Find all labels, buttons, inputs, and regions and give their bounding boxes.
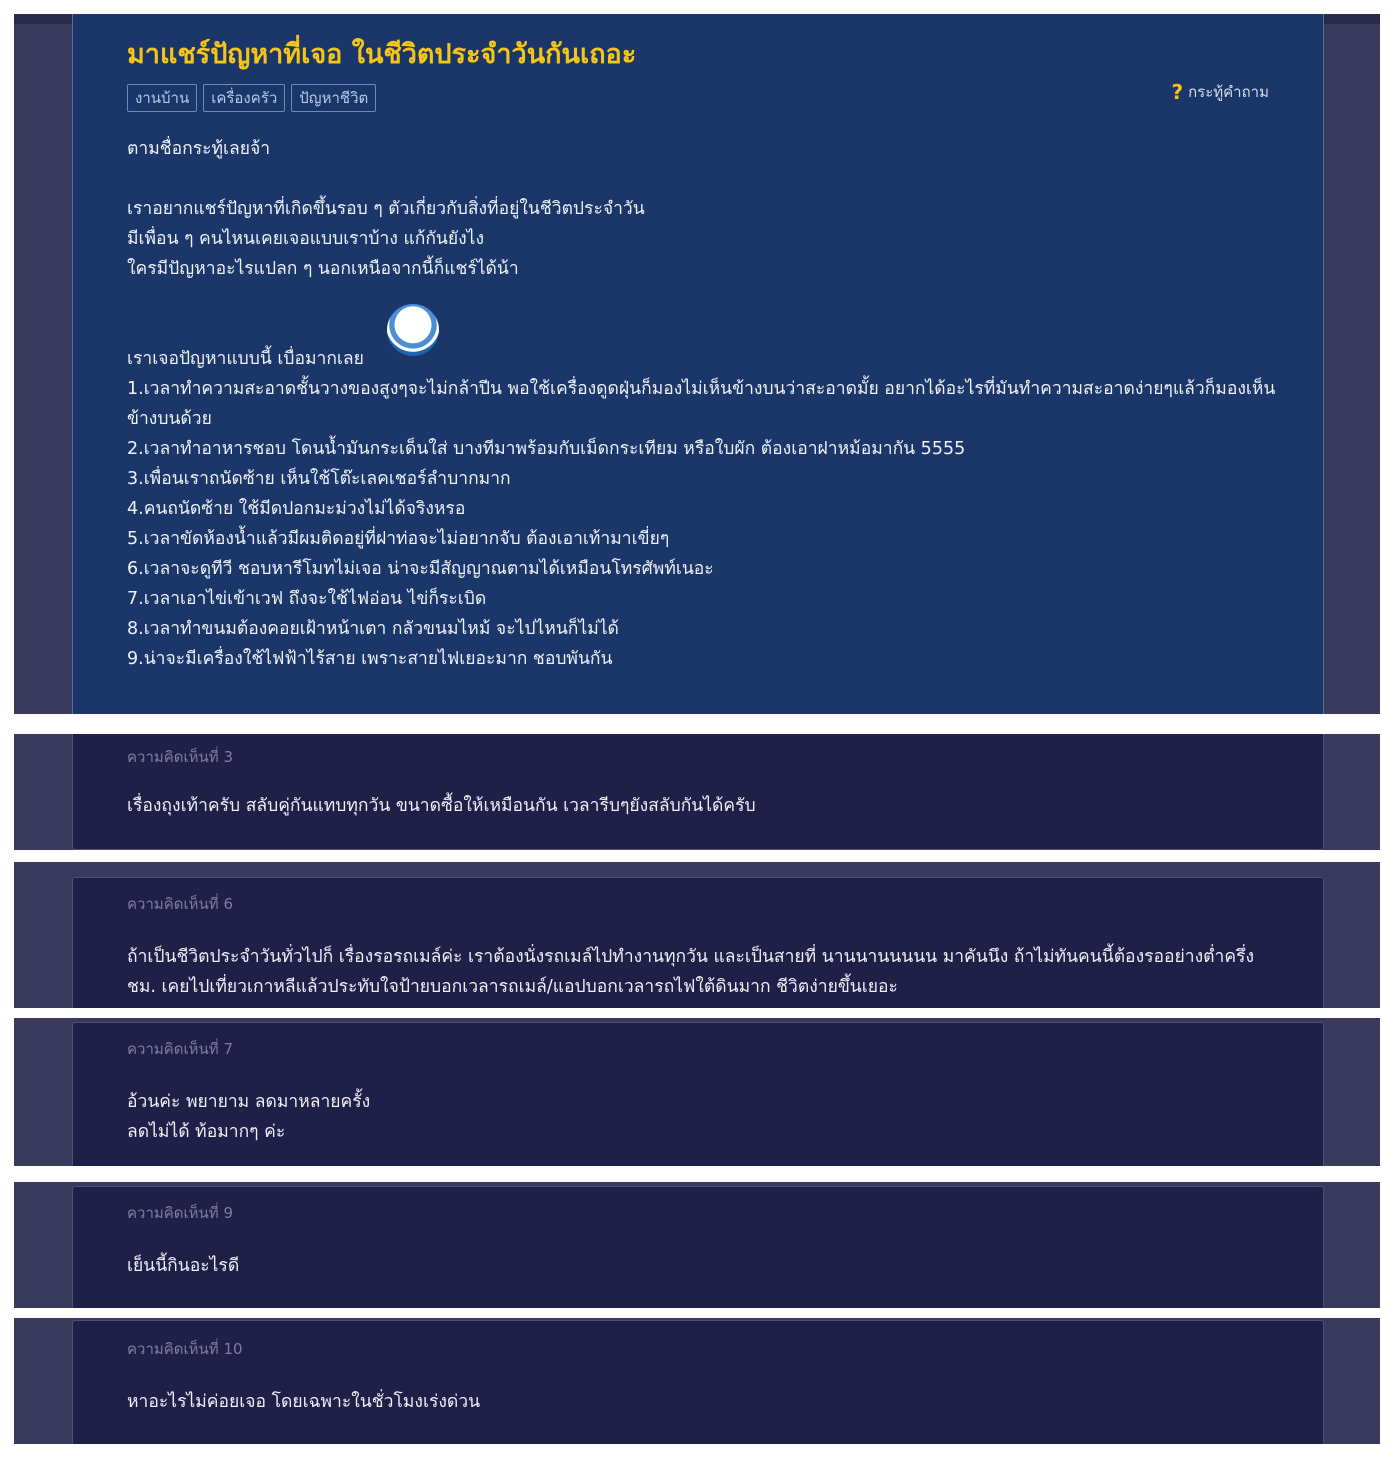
comment-body bbox=[127, 1387, 1277, 1417]
comment-line: อ้วนค่ะ พยายาม ลดมาหลายครั้ง bbox=[127, 1092, 371, 1112]
body-line: เราอยากแชร์ปัญหาที่เกิดขึ้นรอบ ๆ ตัวเกี่ยวกับสิ่งที่อยู่ในชีวิตประจำวัน bbox=[127, 199, 645, 219]
topic-title: มาแชร์ปัญหาที่เจอ ในชีวิตประจำวันกันเถอะ bbox=[127, 39, 637, 70]
pantip-emoticon-icon bbox=[387, 304, 439, 356]
body-line-text: เราเจอปัญหาแบบนี้ เบื่อมากเลย bbox=[127, 349, 364, 369]
body-line: 7.เวลาเอาไข่เข้าเวฟ ถึงจะใช้ไฟอ่อน ไข่ก็ระเบิด bbox=[127, 589, 487, 609]
body-line: 8.เวลาทำขนมต้องคอยเฝ้าหน้าเตา กลัวขนมไหม้ จะไปไหนก็ไม่ได้ bbox=[127, 619, 619, 639]
comment-body bbox=[127, 1251, 1277, 1281]
comment-number: ความคิดเห็นที่ 7 bbox=[127, 1040, 234, 1058]
comment-line: เรื่องถุงเท้าครับ สลับคู่กันแทบทุกวัน ขนาดซื้อให้เหมือนกัน เวลารีบๆยังสลับกันได้ครับ bbox=[127, 796, 756, 816]
body-line bbox=[127, 284, 1277, 314]
tag-list bbox=[127, 84, 376, 112]
comment-number: ความคิดเห็นที่ 9 bbox=[127, 1204, 234, 1222]
comment-line: หาอะไรไม่ค่อยเจอ โดยเฉพาะในชั่วโมงเร่งด่วน bbox=[127, 1392, 481, 1412]
comment-number: ความคิดเห็นที่ 6 bbox=[127, 895, 234, 913]
body-line: มีเพื่อน ๆ คนไหนเคยเจอแบบเราบ้าง แก้กันยังไง bbox=[127, 229, 485, 249]
body-line bbox=[127, 314, 1277, 344]
topic-panel bbox=[14, 14, 1380, 714]
tag-link[interactable]: งานบ้าน bbox=[127, 84, 197, 112]
body-line: 4.คนถนัดซ้าย ใช้มีดปอกมะม่วงไม่ได้จริงหรอ bbox=[127, 499, 466, 519]
body-line: 9.น่าจะมีเครื่องใช้ไฟฟ้าไร้สาย เพราะสายไฟเยอะมาก ชอบพันกัน bbox=[127, 649, 613, 669]
comment-body bbox=[127, 1087, 1277, 1147]
comment-box bbox=[72, 1320, 1324, 1444]
comment-line: เย็นนี้กินอะไรดี bbox=[127, 1256, 240, 1276]
body-line: ใครมีปัญหาอะไรแปลก ๆ นอกเหนือจากนี้ก็แชร์ได้น้า bbox=[127, 259, 519, 279]
comment-panel bbox=[14, 734, 1380, 850]
comment-body bbox=[127, 942, 1277, 1002]
body-line: 6.เวลาจะดูทีวี ชอบหารีโมทไม่เจอ น่าจะมีสัญญาณตามได้เหมือนโทรศัพท์เนอะ bbox=[127, 559, 714, 579]
body-line: 1.เวลาทำความสะอาดชั้นวางของสูงๆจะไม่กล้าปีน พอใช้เครื่องดูดฝุ่นก็มองไม่เห็นข้างบนว่าสะอาดมั้ย อยากได้อะไรที่มันทำความสะอาดง่ายๆแล้วก็มองเห็นข้างบนด้วย bbox=[127, 379, 1276, 429]
comment-box bbox=[72, 877, 1324, 1008]
body-line: 2.เวลาทำอาหารชอบ โดนน้ำมันกระเด็นใส่ บางทีมาพร้อมกับเม็ดกระเทียม หรือใบผัก ต้องเอาฝาหม้อมากัน 5555 bbox=[127, 439, 966, 459]
comment-number: ความคิดเห็นที่ 3 bbox=[127, 748, 234, 766]
body-line bbox=[127, 344, 1277, 374]
comment-box bbox=[72, 1022, 1324, 1166]
comment-line: ถ้าเป็นชีวิตประจำวันทั่วไปก็ เรื่องรอรถเมล์ค่ะ เราต้องนั่งรถเมล์ไปทำงานทุกวัน และเป็นสายที่ นานนานนนนน มาคันนึง ถ้าไม่ทันคนนี้ต้องรออย่างต่ำครึ่งชม. เคยไปเที่ยวเกาหลีแล้วประทับใจป้ายบอกเวลารถเมล์/แอปบอกเวลารถไฟใต้ดินมาก ชีวิตง่ายขึ้นเยอะ bbox=[127, 947, 1254, 997]
comment-box bbox=[72, 1186, 1324, 1308]
comment-line: ลดไม่ได้ ท้อมากๆ ค่ะ bbox=[127, 1122, 286, 1142]
body-line: 3.เพื่อนเราถนัดซ้าย เห็นใช้โต๊ะเลคเชอร์ลำบากมาก bbox=[127, 469, 511, 489]
comment-number: ความคิดเห็นที่ 10 bbox=[127, 1340, 243, 1358]
topic-body bbox=[127, 134, 1277, 704]
question-icon: ? bbox=[1171, 80, 1184, 104]
comment-box bbox=[72, 734, 1324, 850]
topic-box bbox=[72, 14, 1324, 714]
body-line bbox=[127, 674, 1277, 704]
topic-type-label: กระทู้คำถาม bbox=[1188, 83, 1269, 101]
comment-panel bbox=[14, 1318, 1380, 1444]
tag-link[interactable]: ปัญหาชีวิต bbox=[291, 84, 376, 112]
tag-link[interactable]: เครื่องครัว bbox=[203, 84, 285, 112]
comment-body bbox=[127, 791, 1277, 821]
topic-type bbox=[1171, 80, 1269, 104]
comment-panel bbox=[14, 1018, 1380, 1166]
comment-panel bbox=[14, 1182, 1380, 1308]
body-line: 5.เวลาขัดห้องน้ำแล้วมีผมติดอยู่ที่ฝาท่อจะไม่อยากจับ ต้องเอาเท้ามาเขี่ยๆ bbox=[127, 529, 670, 549]
comment-panel bbox=[14, 862, 1380, 1008]
body-line: ตามชื่อกระทู้เลยจ้า bbox=[127, 139, 271, 159]
body-line bbox=[127, 164, 1277, 194]
